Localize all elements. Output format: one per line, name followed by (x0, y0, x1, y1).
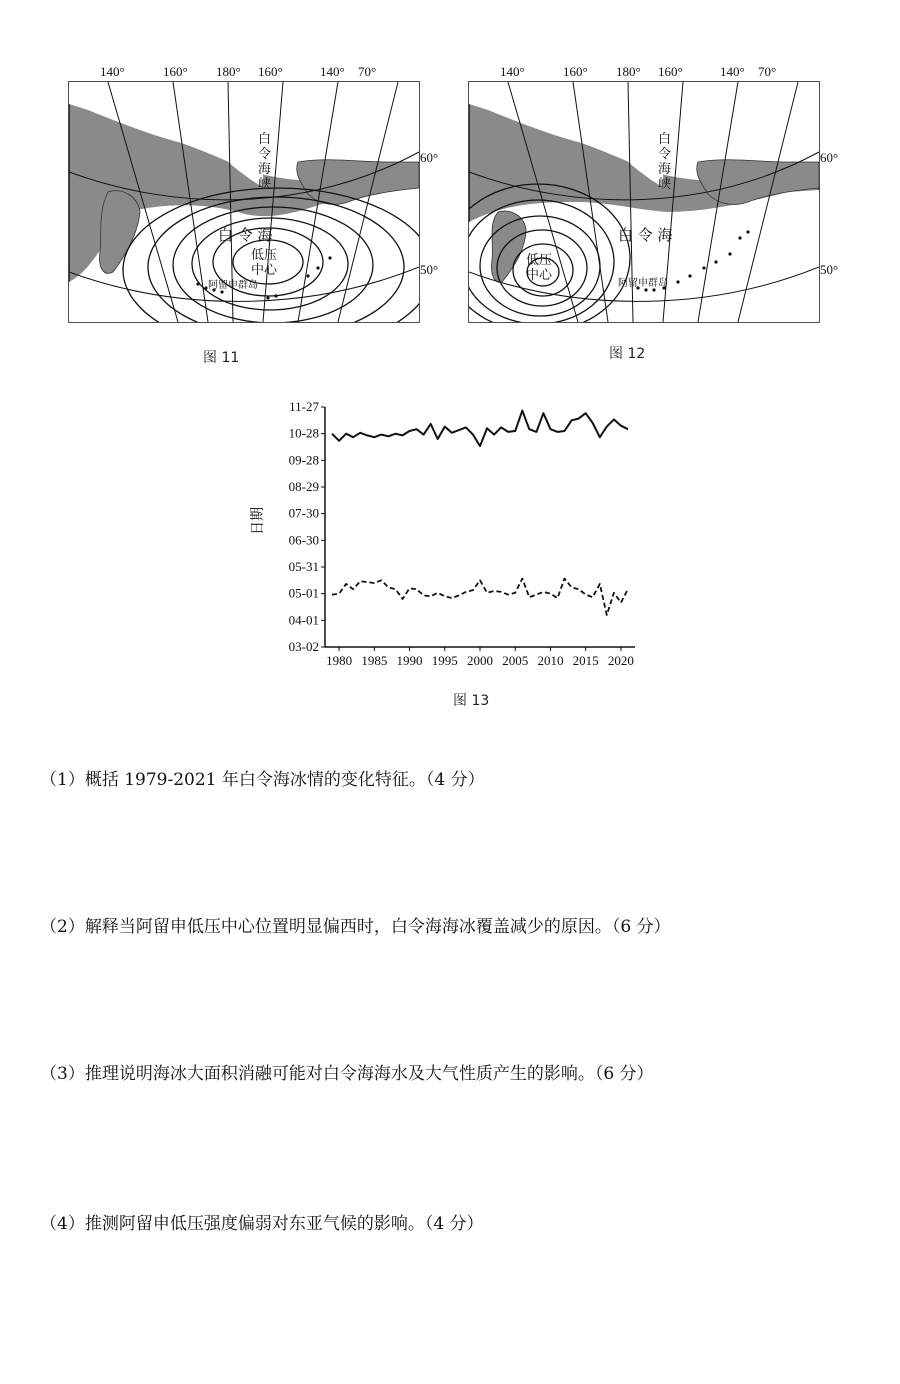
x-tick-label: 1990 (396, 653, 423, 668)
svg-text:峡: 峡 (258, 177, 272, 192)
figure-12-caption: 图 12 (609, 346, 646, 362)
lon-label-3: 180° (216, 64, 241, 79)
x-tick-label: 2015 (572, 653, 599, 668)
fig11-lat-50: 50° (420, 262, 439, 277)
question-3: （3）推理说明海冰大面积消融可能对白令海海水及大气性质产生的影响。（6 分） (40, 1064, 654, 1084)
y-tick-label: 08-29 (288, 479, 319, 494)
fig12-lat-60: 60° (820, 150, 839, 165)
lon-label-1: 140° (100, 64, 125, 79)
y-tick-label: 10-28 (288, 425, 319, 441)
svg-text:白: 白 (258, 132, 272, 147)
low-center-label-1: 低压 (251, 248, 278, 263)
figure-13-chart (240, 395, 640, 679)
x-tick-label: 1980 (326, 653, 353, 668)
y-tick-labels (289, 399, 320, 654)
lon-label-2: 160° (163, 64, 188, 79)
lon-label-2: 160° (563, 64, 588, 79)
lon-label-1: 140° (500, 64, 525, 79)
fig12-lat-50: 50° (820, 262, 839, 277)
lon-label-4: 160° (258, 64, 283, 79)
lon-label-5: 140° (320, 64, 345, 79)
aleutian-label: 阿留申群岛 (618, 278, 668, 289)
x-tick-label: 2010 (537, 653, 564, 668)
figure-11-map (68, 62, 420, 324)
y-tick-label: 09-28 (288, 452, 319, 468)
figure-13-svg (240, 395, 640, 675)
x-tick-labels (326, 653, 634, 668)
chart-series (332, 411, 628, 615)
x-tick-label: 2005 (502, 653, 529, 668)
dashed-series-line (332, 579, 628, 615)
aleutian-label: 阿留申群岛 (208, 280, 258, 291)
figure-12-svg (468, 62, 820, 324)
figure-11-caption: 图 11 (203, 350, 240, 366)
low-center-label-2: 中心 (251, 263, 278, 278)
low-center-label-2: 中心 (526, 268, 553, 283)
svg-text:令: 令 (658, 147, 672, 162)
x-tick-label: 1985 (361, 653, 388, 668)
svg-text:令: 令 (258, 147, 272, 162)
y-tick-label: 07-30 (288, 505, 319, 521)
sea-label: 白 令 海 (218, 226, 273, 244)
y-tick-label: 03-02 (288, 639, 319, 654)
fig11-lat-60: 60° (420, 150, 439, 165)
y-tick-label: 11-27 (289, 399, 319, 414)
x-tick-label: 2000 (467, 653, 493, 668)
y-tick-label: 05-01 (288, 585, 319, 601)
svg-text:海: 海 (258, 162, 272, 177)
y-tick-label: 04-01 (288, 612, 319, 628)
y-tick-label: 06-30 (288, 532, 319, 548)
figure-12-map (468, 62, 820, 324)
y-axis-label: 日期 (250, 507, 266, 535)
figure-11-svg (68, 62, 420, 324)
svg-text:白: 白 (658, 132, 672, 147)
lon-label-5: 140° (720, 64, 745, 79)
lon-label-3: 180° (616, 64, 641, 79)
strait-label (258, 132, 271, 192)
question-4: （4）推测阿留申低压强度偏弱对东亚气候的影响。（4 分） (40, 1214, 484, 1234)
x-tick-label: 1995 (431, 653, 458, 668)
y-tick-label: 05-31 (288, 559, 319, 574)
lon-label-6: 70° (358, 64, 377, 79)
figure-13-caption: 图 13 (453, 693, 490, 709)
solid-series-line (332, 411, 628, 447)
svg-text:峡: 峡 (658, 177, 672, 192)
lon-label-4: 160° (658, 64, 683, 79)
svg-text:海: 海 (658, 162, 672, 177)
strait-label (658, 132, 671, 192)
sea-label: 白 令 海 (618, 226, 673, 244)
lon-label-6: 70° (758, 64, 777, 79)
question-1: （1）概括 1979-2021 年白令海冰情的变化特征。（4 分） (40, 770, 485, 790)
x-tick-label: 2020 (607, 653, 634, 668)
question-2: （2）解释当阿留申低压中心位置明显偏西时，白令海海冰覆盖减少的原因。（6 分） (40, 917, 671, 937)
low-center-label-1: 低压 (526, 253, 553, 268)
